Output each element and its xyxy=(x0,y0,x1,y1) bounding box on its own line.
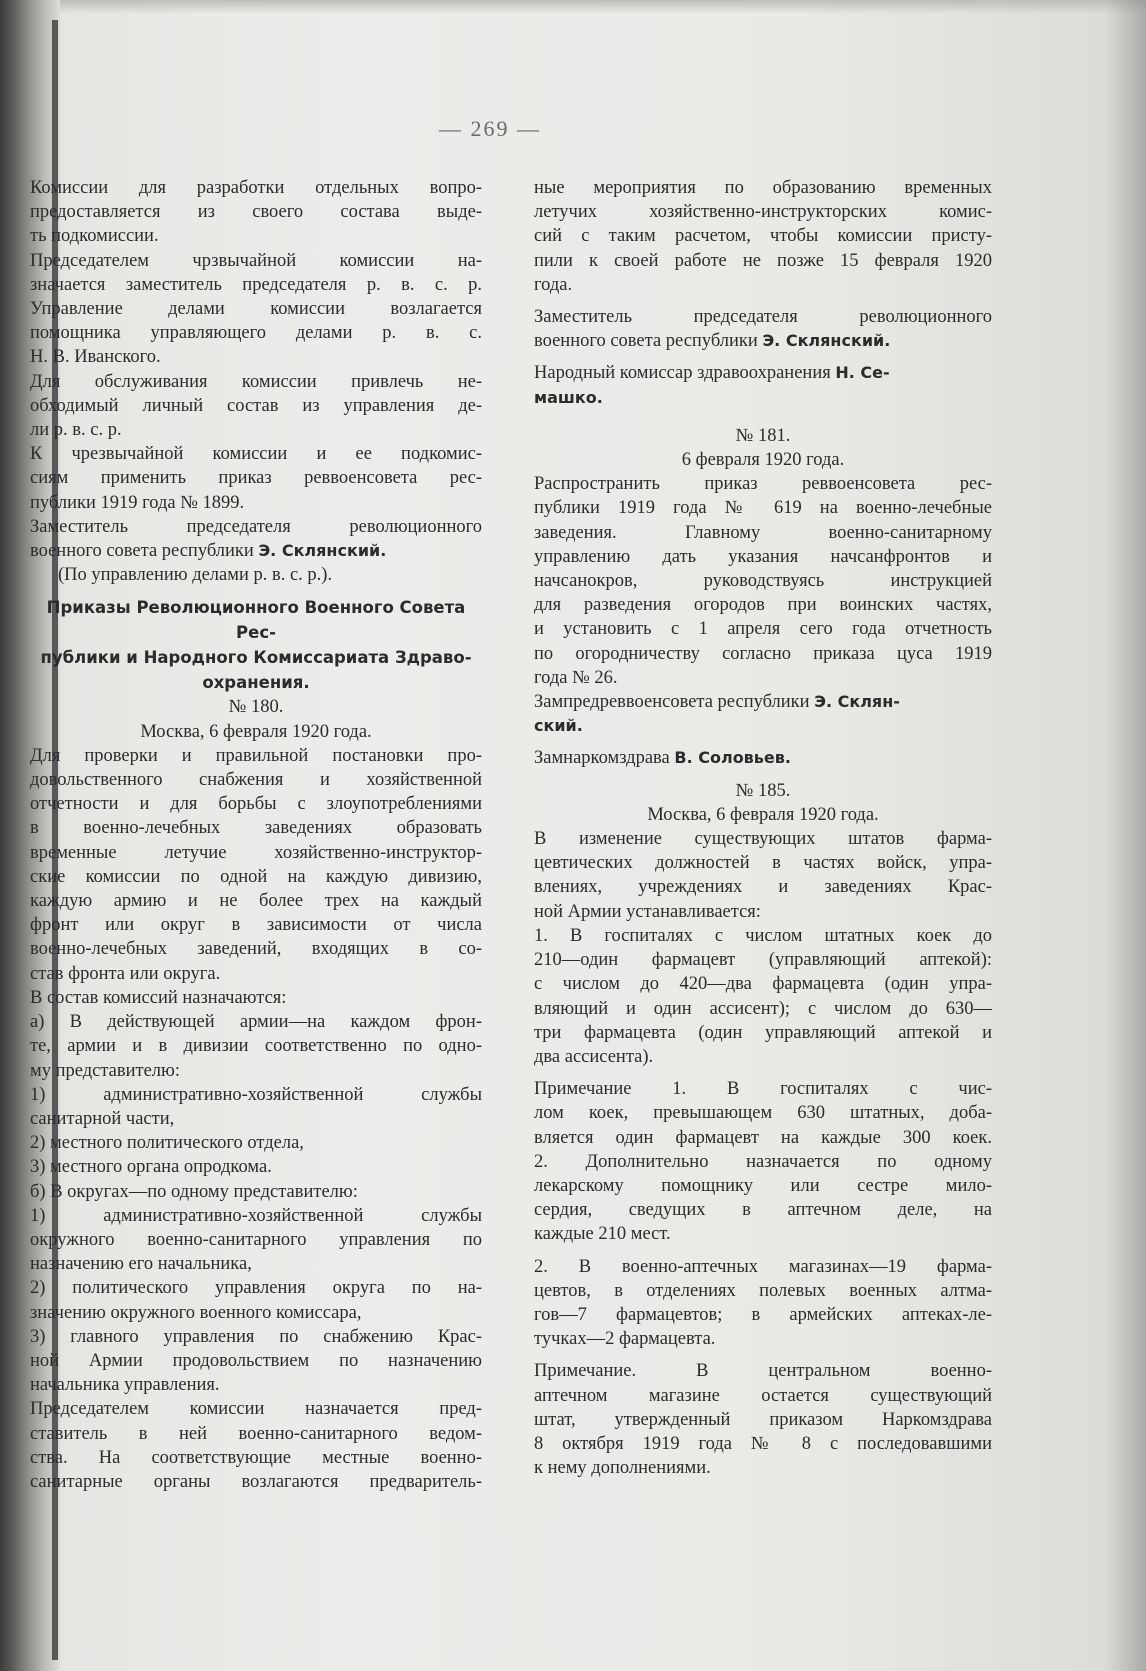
text-line: аптечном магазине остается существующий xyxy=(534,1385,992,1406)
text-line: публики 1919 года № 1899. xyxy=(30,492,245,513)
text-line: три фармацевта (один управляющий аптекой и xyxy=(534,1022,992,1043)
signature-block xyxy=(534,305,992,353)
paragraph xyxy=(534,472,992,690)
paragraph xyxy=(30,370,482,443)
text-line: года. xyxy=(534,274,573,295)
order-number: № 180. xyxy=(228,697,284,718)
text-line: по огородничеству согласно приказа цуса 1919 xyxy=(534,643,992,664)
list-district xyxy=(30,1180,482,1398)
list-item: 3) главного управления по снабжению Крас- xyxy=(30,1326,482,1347)
text-line: отчетности и для борьбы с злоупотреблениями xyxy=(30,794,482,815)
text-line: начсанокров, руководствуясь инструкцией xyxy=(534,571,992,592)
paragraph xyxy=(30,442,482,515)
text-line: лекарскому помощнику или сестре мило- xyxy=(534,1175,992,1196)
list-item: санитарной части, xyxy=(30,1108,175,1129)
text-line: каждую армию и не более трех на каждый xyxy=(30,891,482,912)
list-item: 1) административно-хозяйственной службы xyxy=(30,1084,482,1105)
text-line: публики 1919 года № 619 на военно-лечебные xyxy=(534,498,992,519)
list-item: назначению его начальника, xyxy=(30,1254,252,1275)
signatory-name: Э. Склянский. xyxy=(258,541,387,561)
text-line: Н. В. Иванского. xyxy=(30,347,161,368)
paragraph xyxy=(534,176,992,297)
signature-block xyxy=(534,690,992,738)
text-line: заведения. Главному военно-санитарному xyxy=(534,522,992,543)
text-line: и установить с 1 апреля сего года отчетность xyxy=(534,619,992,640)
text-line: став фронта или округа. xyxy=(30,963,221,984)
text-line: года № 26. xyxy=(534,667,618,688)
paragraph xyxy=(534,924,992,1069)
text-line: те, армии и в дивизии соответственно по одно- xyxy=(30,1036,482,1057)
signatory-name: Н. Се- xyxy=(835,363,890,383)
text-line: тучках—2 фармацевта. xyxy=(534,1329,716,1350)
list-item: 3) местного органа опродкома. xyxy=(30,1157,272,1178)
text-line: в военно-лечебных заведениях образовать xyxy=(30,818,482,839)
text-line: Для обслуживания комиссии привлечь не- xyxy=(30,371,482,392)
order-number: № 185. xyxy=(735,780,791,801)
text-line: а) В действующей армии—на каждом фрон- xyxy=(30,1012,482,1033)
text-line: гов—7 фармацевтов; в армейских аптеках-ле- xyxy=(534,1304,992,1325)
signature-title: Зампредреввоенсовета республики xyxy=(534,692,810,713)
paragraph xyxy=(30,1397,482,1494)
text-line: б) В округах—по одному представителю: xyxy=(30,1181,358,1202)
list-item: 2) политического управления округа по на- xyxy=(30,1278,482,1299)
text-line: В изменение существующих штатов фарма- xyxy=(534,829,992,850)
signature-title: Заместитель председателя революционного xyxy=(534,307,992,328)
text-line: ть подкомиссии. xyxy=(30,226,159,247)
left-column xyxy=(30,176,482,1494)
text-line: вляющий и один ассисент); с числом до 630— xyxy=(534,998,992,1019)
text-line: сиям применить приказ реввоенсовета рес- xyxy=(30,468,482,489)
text-line: 210—один фармацевт (управляющий аптекой): xyxy=(534,950,992,971)
text-line: 8 октября 1919 года № 8 с последовавшими xyxy=(534,1433,992,1454)
text-line: ставитель в ней военно-санитарного ведом- xyxy=(30,1423,482,1444)
list-item: 2) местного политического отдела, xyxy=(30,1133,304,1154)
signature-block xyxy=(30,515,482,563)
signature-block xyxy=(534,746,992,770)
signatory-name: ский. xyxy=(534,716,583,736)
right-column xyxy=(534,176,992,1480)
text-line: ной Армии устанавливается: xyxy=(534,901,761,922)
text-line: Для проверки и правильной постановки про- xyxy=(30,745,482,766)
signature-title: Замнаркомздрава xyxy=(534,748,670,769)
heading-line: охранения. xyxy=(202,673,310,693)
signatory-name: В. Соловьев. xyxy=(674,748,791,768)
paragraph xyxy=(534,1255,992,1352)
heading-line: Приказы Революционного Военного Совета Рес- xyxy=(46,598,466,643)
text-line: ства. На соответствующие местные военно- xyxy=(30,1447,482,1468)
list-item: значению окружного военного комиссара, xyxy=(30,1302,362,1323)
text-line: довольственного снабжения и хозяйственной xyxy=(30,770,482,791)
text-line: для разведения огородов при воинских частях, xyxy=(534,595,992,616)
text-line: Председателем чрзвычайной комиссии на- xyxy=(30,250,482,271)
text-line: 2. В военно-аптечных магазинах—19 фарма- xyxy=(534,1256,992,1277)
signatory-name: машко. xyxy=(534,387,603,407)
text-line: обходимый личный состав из управления де- xyxy=(30,395,482,416)
order-date: 6 февраля 1920 года. xyxy=(681,450,845,471)
text-line: штат, утвержденный приказом Наркомздрава xyxy=(534,1409,992,1430)
text-line: ные мероприятия по образованию временных xyxy=(534,178,992,198)
page-top-edge xyxy=(0,0,1146,14)
note xyxy=(534,1359,992,1480)
text-line: временные летучие хозяйственно-инструктор- xyxy=(30,842,482,863)
text-line: Примечание. В центральном военно- xyxy=(534,1361,992,1382)
text-line: фронт или округ в зависимости от числа xyxy=(30,915,482,936)
text-line: цевтов, в отделениях полевых военных алтма- xyxy=(534,1280,992,1301)
list-item: ной Армии продовольствием по назначению xyxy=(30,1350,482,1371)
heading-line: публики и Народного Комиссариата Здраво- xyxy=(40,648,472,668)
page-right-edge xyxy=(1106,0,1146,1671)
paragraph xyxy=(30,249,482,370)
text-line: с числом до 420—два фармацевта (один упра- xyxy=(534,974,992,995)
text-line: Председателем комиссии назначается пред- xyxy=(30,1399,482,1420)
signatory-name: Э. Склянский. xyxy=(762,331,891,351)
text-line: санитарные органы возлагаются предваритель- xyxy=(30,1471,482,1492)
text-line: значается заместитель председателя р. в. с. р. xyxy=(30,274,482,295)
note xyxy=(534,1150,992,1247)
text-line: ские комиссии по одной на каждую дивизию, xyxy=(30,866,482,887)
text-line: лом коек, превышающем 630 штатных, доба- xyxy=(534,1103,992,1124)
text-line: Управление делами комиссии возлагается xyxy=(30,299,482,320)
note xyxy=(534,1077,992,1150)
list-item: начальника управления. xyxy=(30,1375,220,1396)
signature-block xyxy=(534,361,992,409)
text-line: военно-лечебных заведений, входящих в со- xyxy=(30,939,482,960)
list-item: окружного военно-санитарного управления по xyxy=(30,1229,482,1250)
text-line: помощника управляющего делами р. в. с. xyxy=(30,323,482,344)
signature-title: военного совета республики xyxy=(534,331,758,352)
order-number: № 181. xyxy=(735,425,791,446)
text-line: цевтических должностей в частях войск, упра- xyxy=(534,853,992,874)
signature-title: Заместитель председателя революционного xyxy=(30,516,482,537)
source-note: (По управлению делами р. в. с. р.). xyxy=(58,565,333,586)
text-line: влениях, учреждениях и заведениях Крас- xyxy=(534,877,992,898)
text-line: к нему дополнениями. xyxy=(534,1458,711,1479)
order-date: Москва, 6 февраля 1920 года. xyxy=(140,721,372,742)
text-line: ли р. в. с. р. xyxy=(30,420,122,441)
text-line: сердия, сведущих в аптечном деле, на xyxy=(534,1200,992,1221)
text-line: пили к своей работе не позже 15 февраля 1920 xyxy=(534,250,992,271)
text-line: 2. Дополнительно назначается по одному xyxy=(534,1151,992,1172)
text-line: сий с таким расчетом, чтобы комиссии присту- xyxy=(534,226,992,247)
paragraph xyxy=(30,744,482,986)
order-date: Москва, 6 февраля 1920 года. xyxy=(647,804,879,825)
signatory-name: Э. Склян- xyxy=(814,692,900,712)
text-line: вляется один фармацевт на каждые 300 коек. xyxy=(534,1127,992,1148)
text-line: му представителю: xyxy=(30,1060,180,1081)
text-line: летучих хозяйственно-инструкторских комис- xyxy=(534,202,992,223)
text-line: каждые 210 мест. xyxy=(534,1224,671,1245)
text-line: Распространить приказ реввоенсовета рес- xyxy=(534,474,992,495)
text-line: предоставляется из своего состава выде- xyxy=(30,202,482,223)
text-line: Примечание 1. В госпиталях с чис- xyxy=(534,1079,992,1100)
signature-title: военного совета республики xyxy=(30,541,254,562)
text-line: управлению дать указания начсанфронтов и xyxy=(534,546,992,567)
text-line: В состав комиссий назначаются: xyxy=(30,987,287,1008)
signature-title: Народный комиссар здравоохранения xyxy=(534,363,831,384)
section-heading xyxy=(30,595,482,695)
paragraph xyxy=(30,176,482,249)
text-line: 1. В госпиталях с числом штатных коек до xyxy=(534,925,992,946)
list-army xyxy=(30,1010,482,1179)
page-number: — 269 — xyxy=(439,116,541,141)
text-line: К чрезвычайной комиссии и ее подкомис- xyxy=(30,444,482,465)
list-item: 1) административно-хозяйственной службы xyxy=(30,1205,482,1226)
text-line: Комиссии для разработки отдельных вопро- xyxy=(30,178,482,198)
paragraph xyxy=(534,827,992,924)
text-line: два ассисента). xyxy=(534,1046,654,1067)
